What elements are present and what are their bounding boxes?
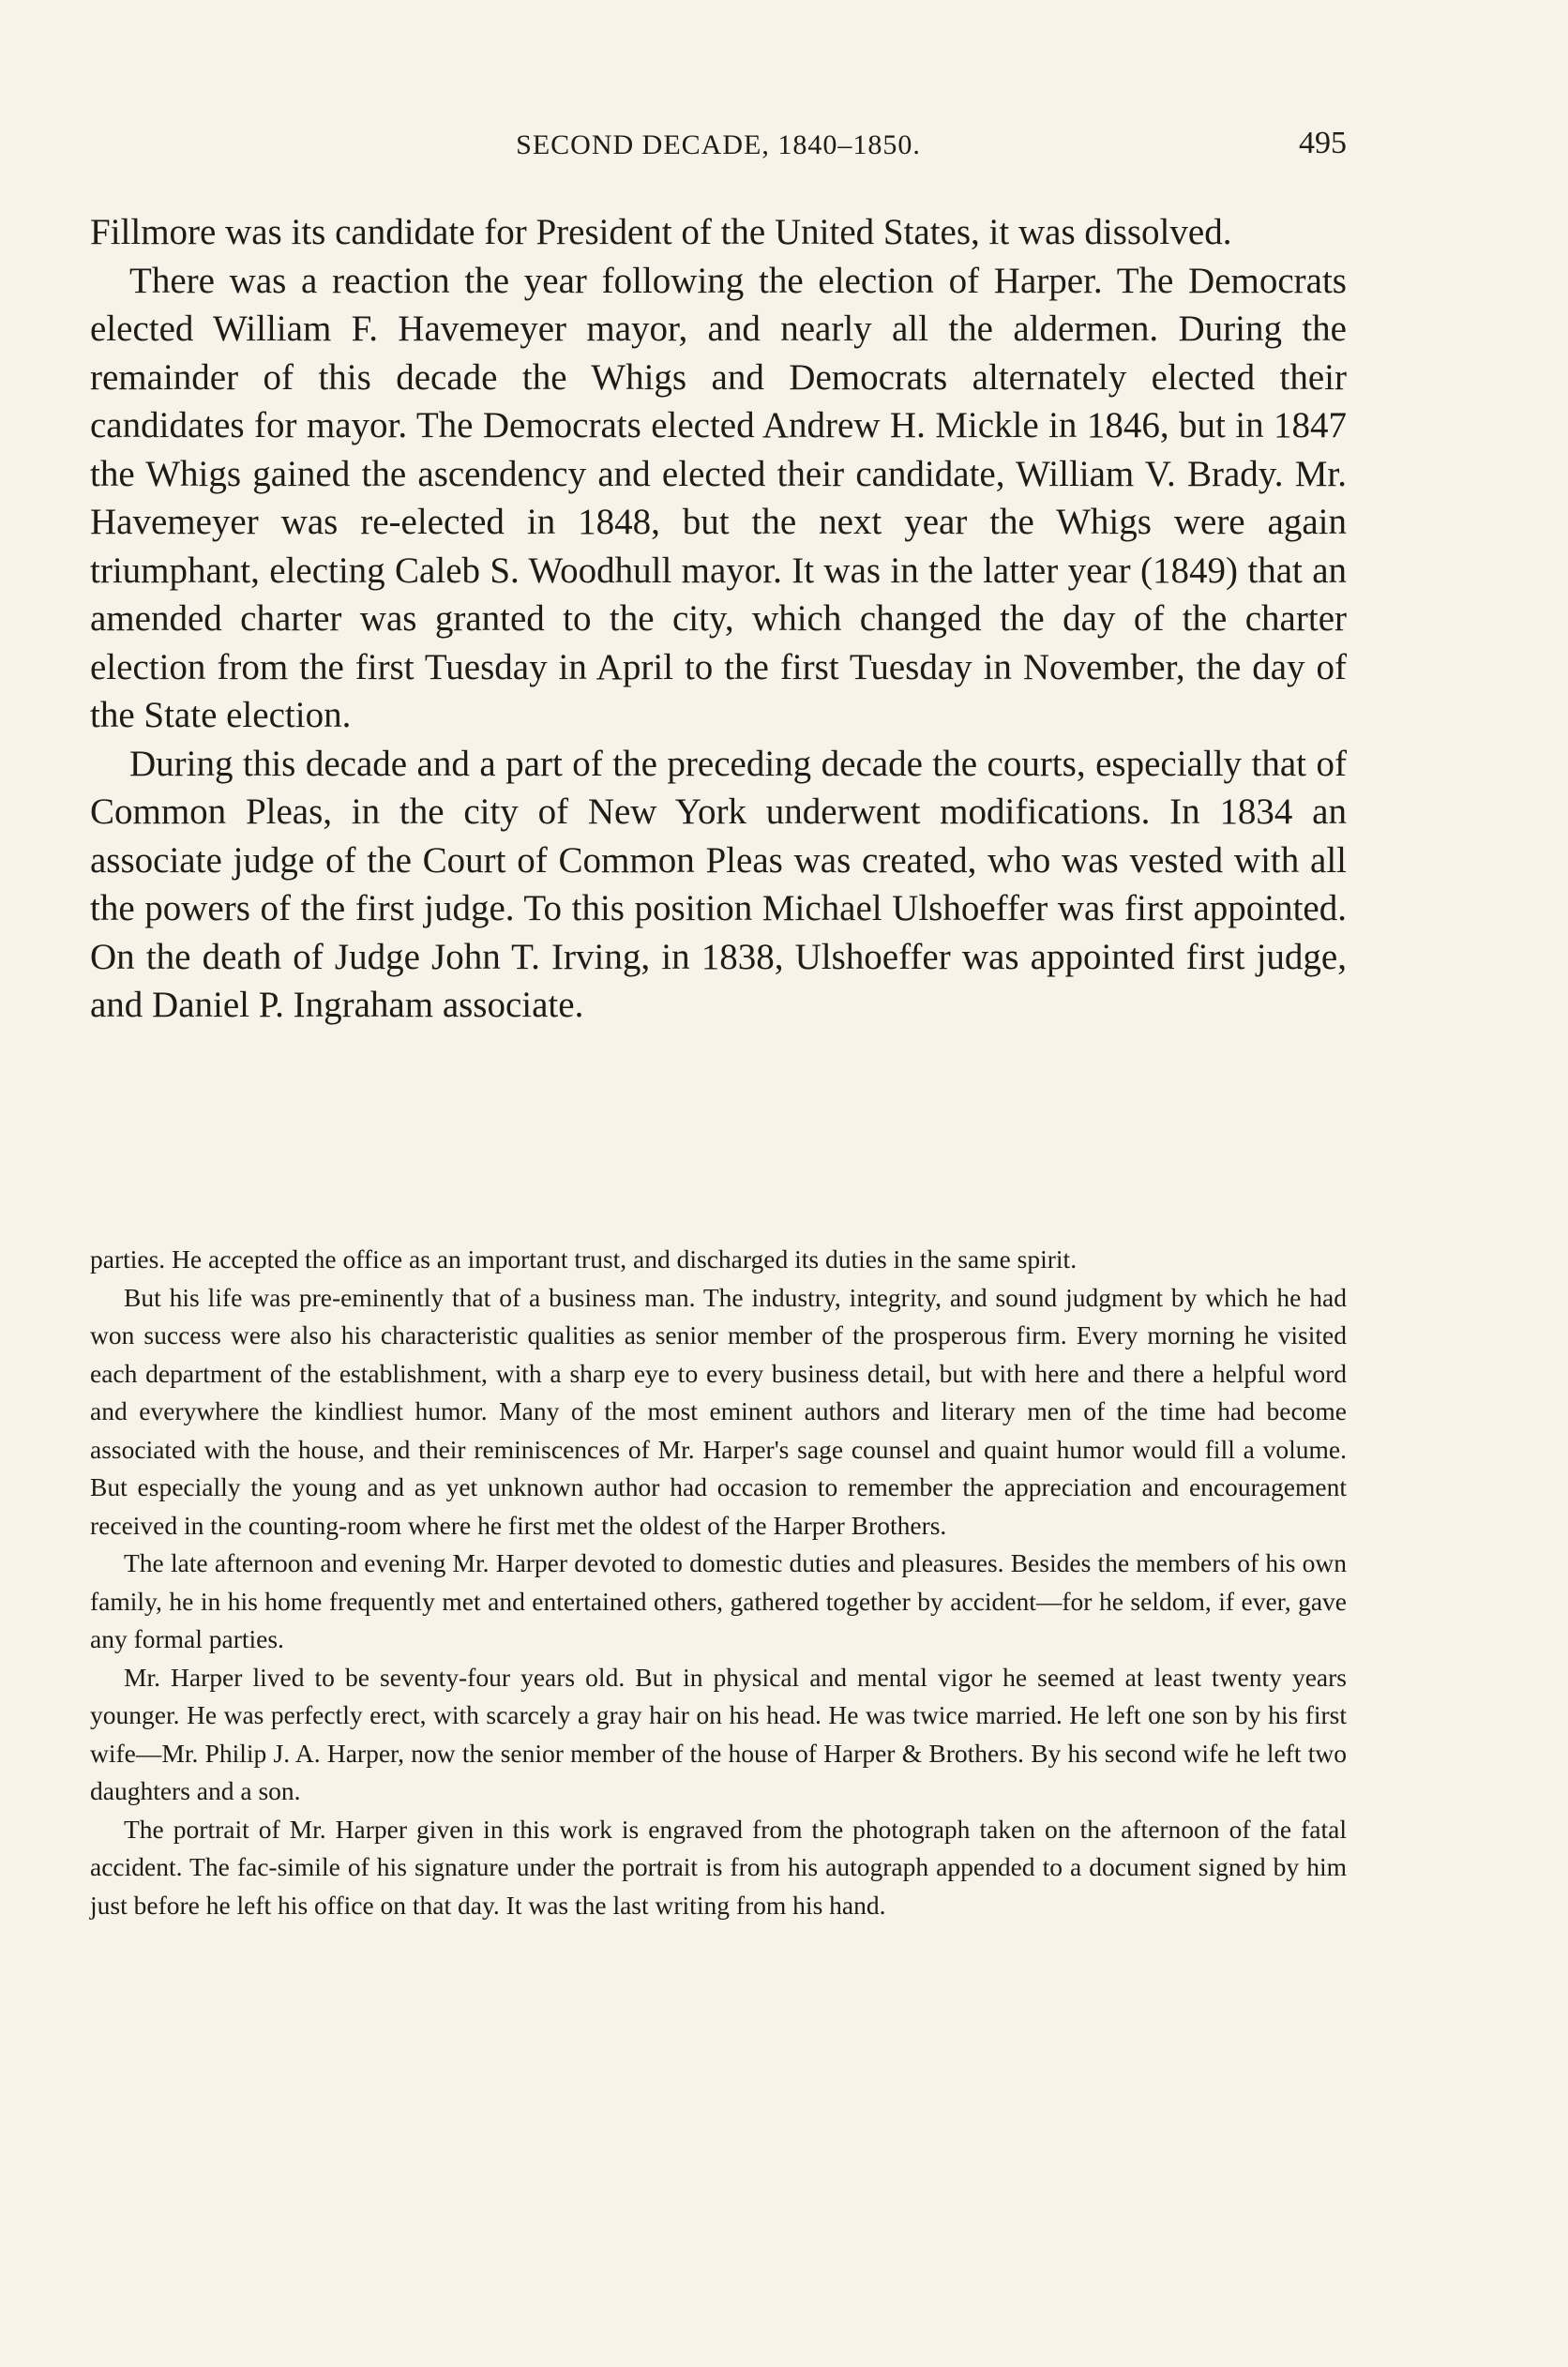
note-text-block <box>90 1241 1347 1924</box>
note-paragraph: parties. He accepted the office as an important trust, and discharged its duties in the same spirit. <box>90 1244 1078 1274</box>
running-title: SECOND DECADE, 1840–1850. <box>516 129 921 160</box>
main-paragraph: There was a reaction the year following the election of Harper. The Democrats elected William F. Havemeyer mayor, and nearly all the aldermen. During the remainder of this decade the Whigs and Democrats alternately elected their candidates for mayor. The Democrats elected Andrew H. Mickle in 1846, but in 1847 the Whigs gained the ascendency and elected their candidate, William V. Brady. Mr. Havemeyer was re-elected in 1848, but the next year the Whigs were again triumphant, electing Caleb S. Woodhull mayor. It was in the latter year (1849) that an amended charter was granted to the city, which changed the day of the charter election from the first Tuesday in April to the first Tuesday in November, the day of the State election. <box>90 260 1347 735</box>
note-paragraph: But his life was pre-eminently that of a business man. The industry, integrity, and sound judgment by which he had won success were also his characteristic qualities as senior member of the prosperous firm. Every morning he visited each department of the establishment, with a sharp eye to every business detail, but with here and there a helpful word and everywhere the kindliest humor. Many of the most eminent authors and literary men of the time had become associated with the house, and their reminiscences of Mr. Harper's sage counsel and quaint humor would fill a volume. But especially the young and as yet unknown author had occasion to remember the appreciation and encouragement received in the counting-room where he first met the oldest of the Harper Brothers. <box>90 1282 1347 1540</box>
note-paragraph: Mr. Harper lived to be seventy-four years old. But in physical and mental vigor he seemed at least twenty years younger. He was perfectly erect, with scarcely a gray hair on his head. He was twice married. He left one son by his first wife—Mr. Philip J. A. Harper, now the senior member of the house of Harper & Brothers. By his second wife he left two daughters and a son. <box>90 1662 1347 1805</box>
running-head <box>90 122 1347 178</box>
page-number: 495 <box>1299 126 1347 160</box>
note-paragraph: The portrait of Mr. Harper given in this work is engraved from the photograph taken on the afternoon of the fatal accident. The fac-simile of his signature under the portrait is from his autograph appended to a document signed by him just before he left his office on that day. It was the last writing from his hand. <box>90 1814 1347 1920</box>
main-paragraph: During this decade and a part of the preceding decade the courts, especially that of Common Pleas, in the city of New York underwent modifications. In 1834 an associate judge of the Court of Common Pleas was created, who was vested with all the powers of the first judge. To this position Michael Ulshoeffer was first appointed. On the death of Judge John T. Irving, in 1838, Ulshoeffer was appointed first judge, and Daniel P. Ingraham associate. <box>90 743 1347 1025</box>
main-text-block <box>90 208 1347 1030</box>
note-paragraph: The late afternoon and evening Mr. Harper devoted to domestic duties and pleasures. Besides the members of his own family, he in his home frequently met and entertained others, gathered together by accident—for he seldom, if ever, gave any formal parties. <box>90 1548 1347 1653</box>
main-paragraph: Fillmore was its candidate for President of the United States, it was dissolved. <box>90 212 1232 252</box>
